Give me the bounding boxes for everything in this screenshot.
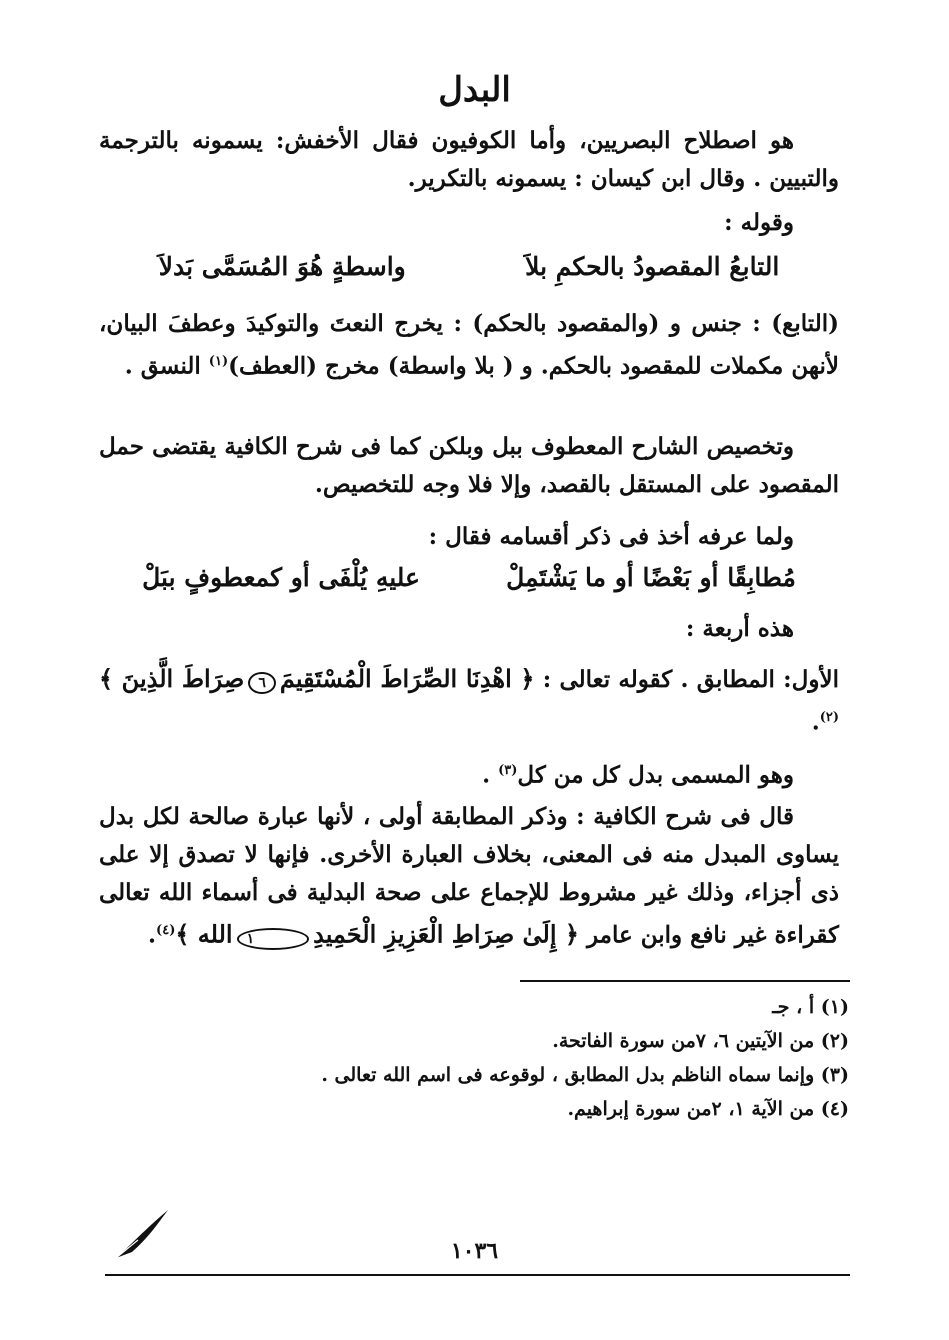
paragraph-5-text xyxy=(99,752,839,795)
paragraph-3 xyxy=(99,518,839,556)
ayah-number-mark: ٦ xyxy=(248,672,276,694)
footnote-separator xyxy=(520,980,850,982)
page-title: البدل xyxy=(438,70,511,110)
verse-1-right-hemistich: التابعُ المقصودُ بالحكمِ بلاَ xyxy=(525,252,780,281)
footnote-ref-1: (١) xyxy=(208,354,229,369)
explanation-end: النسق . xyxy=(124,352,209,380)
intro-lead: وقوله : xyxy=(724,209,794,236)
explanation-paragraph xyxy=(99,305,839,386)
footnotes xyxy=(89,990,849,1126)
footnote-1: (١) أ ، جـ xyxy=(772,996,849,1018)
paragraph-6-body: قال فى شرح الكافية : وذكر المطابقة أولى ، لأنها عبارة صالحة لكل بدل يساوى المبدل منه فى المعنى، بخلاف العبارة الأخرى. فإنها لا تصدق إلا على ذى أجزاء، وذلك غير مشروط للإجماع على صحة البدلية فى أسماء الله تعالى كقراءة غير نافع وابن عامر xyxy=(99,803,839,949)
footnote-ref-4: (٤) xyxy=(156,923,176,938)
verse-2-right-hemistich: مُطابِقًا أو بَعْضًا أو ما يَشْتَمِلْ xyxy=(506,563,796,592)
verse-1-left-hemistich: واسطةٍ هُوَ المُسَمَّى بَدلاَ xyxy=(158,252,406,281)
verse-1 xyxy=(99,252,839,281)
quran-quote-c: ﴿ إِلَىٰ صِرَاطِ الْعَزِيزِ الْحَمِيدِ xyxy=(313,919,579,949)
paragraph-6 xyxy=(99,798,839,955)
footnote-ref-2: (٢) xyxy=(819,710,839,725)
paragraph-5-body: وهو المسمى بدل كل من كل xyxy=(517,761,794,789)
paragraph-4-text: هذه أربعة : xyxy=(685,615,794,642)
intro-text: هو اصطلاح البصريين، وأما الكوفيون فقال الأخفش: يسمونه بالترجمة والتبيين . وقال ابن كيسان : يسمونه بالتكرير. xyxy=(99,127,839,192)
footnote-3: (٣) وإنما سماه الناظم بدل المطابق ، لوقوعه فى اسم الله تعالى . xyxy=(321,1064,849,1086)
first-type-end: . xyxy=(811,708,820,736)
quran-quote-a: ﴿ اهْدِنَا الصِّرَاطَ الْمُسْتَقِيمَ xyxy=(279,664,535,693)
quran-quote-b: صِرَاطَ الَّذِينَ ﴾ xyxy=(99,664,245,693)
verse-2 xyxy=(99,563,839,592)
paragraph-2 xyxy=(99,428,839,504)
bottom-rule xyxy=(105,1274,850,1276)
first-type-paragraph xyxy=(99,660,839,742)
intro-paragraph xyxy=(99,122,839,242)
explanation-text xyxy=(99,305,839,386)
ayah-number-mark-2: ١ xyxy=(237,928,310,950)
footnote-2: (٢) من الآيتين ٦، ٧من سورة الفاتحة. xyxy=(552,1030,849,1052)
explanation-body: (التابع) : جنس و (والمقصود بالحكم) : يخرج النعتَ والتوكيدَ وعطفَ البيان، لأنهن مكملات للمقصود بالحكم. و ( بلا واسطة) مخرج (العطف) xyxy=(99,310,839,380)
verse-2-left-hemistich: عليهِ يُلْفَى أو كمعطوفٍ ببَلْ xyxy=(142,563,420,592)
page-number: ١٠٣٦ xyxy=(450,1238,499,1264)
first-type-text xyxy=(99,660,839,742)
paragraph-3-text: ولما عرفه أخذ فى ذكر أقسامه فقال : xyxy=(428,523,794,550)
paragraph-6-end: . xyxy=(148,921,157,949)
paragraph-6-text xyxy=(99,798,839,955)
paragraph-4 xyxy=(99,610,839,648)
footnote-ref-3: (٣) xyxy=(498,763,518,778)
paragraph-5 xyxy=(99,752,839,795)
footnote-4: (٤) من الآية ١، ٢من سورة إبراهيم. xyxy=(567,1098,849,1120)
first-type-label: الأول: المطابق . كقوله تعالى : xyxy=(534,666,839,693)
quran-quote-c-end: الله ﴾ xyxy=(175,919,233,949)
paragraph-5-end: . xyxy=(482,761,499,789)
paragraph-2-text: وتخصيص الشارح المعطوف ببل وبلكن كما فى شرح الكافية يقتضى حمل المقصود على المستقل بالقصد، وإلا فلا وجه للتخصيص. xyxy=(99,433,839,498)
